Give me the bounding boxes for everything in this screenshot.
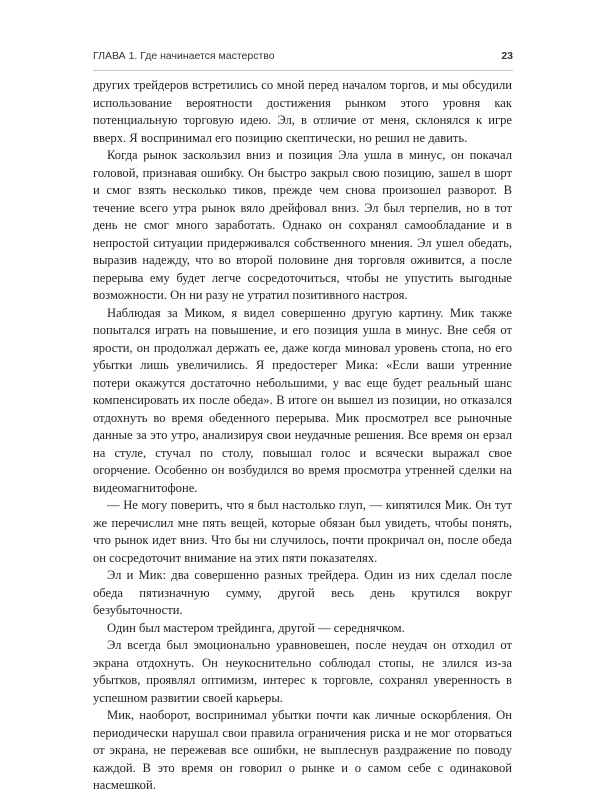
paragraph: Один был мастером трейдинга, другой — середнячком.: [107, 620, 405, 635]
paragraph: Когда рынок заскользил вниз и позиция Эла ушла в минус, он покачал головой, признавая ошибку. Он быстро закрыл свою позицию, зашел в шорт и смог взять несколько тиков, прежде чем снова произошел разворот. В течение всего утра рынок вяло дрейфовал вниз. Эл был терпелив, но в тот день не смог много заработать. Однако он сохранял самообладание и в непростой ситуации придерживался собственного мнения. Эл ушел обедать, выразив надежду, что во второй половине дня торговля оживится, а после перерыва ему будет легче сосредоточиться, чтобы не упустить выгодные возможности. Он ни разу не утратил позитивного настроя.: [93, 148, 512, 302]
paragraph: других трейдеров встретились со мной перед началом торгов, и мы обсудили использование вероятности достижения рынком этого уровня как потенциальную торговую идею. Эл, в отличие от меня, склонялся к игре вверх. Я воспринимал его позицию скептически, но решил не давить.: [93, 78, 512, 145]
header-divider: [93, 70, 513, 71]
paragraph: Эл и Мик: два совершенно разных трейдера. Один из них сделал после обеда пятизначную сумму, другой весь день крутился вокруг безубыточности.: [93, 568, 512, 617]
paragraph: Эл всегда был эмоционально уравновешен, после неудач он отходил от экрана отдохнуть. Он неукоснительно соблюдал стопы, не злился из-за убытков, проявлял оптимизм, интерес к торговле, сохранял уверенность в успешном развитии своей карьеры.: [93, 638, 512, 705]
paragraph: — Не могу поверить, что я был настолько глуп, — кипятился Мик. Он тут же перечислил мне пять вещей, которые обязан был увидеть, чтобы понять, что рынок идет вниз. Что бы ни случилось, почти прокричал он, после обеда он сосредоточит внимание на этих пяти показателях.: [93, 498, 512, 565]
paragraph: Мик, наоборот, воспринимал убытки почти как личные оскорбления. Он периодически нарушал свои правила ограничения риска и не мог оторваться от экрана, не пережевав все ошибки, не выплеснув раздражение по поводу каждой. В это время он говорил о рынке и о самом себе с одинаковой насмешкой.: [93, 708, 512, 792]
page-number: 23: [501, 50, 513, 62]
paragraph: Наблюдая за Миком, я видел совершенно другую картину. Мик также попытался играть на повышение, и его позиция ушла в минус. Вне себя от ярости, он продолжал держать ее, даже когда миновал уровень стопа, но его убытки лишь увеличились. Я предостерег Мика: «Если ваши утренние потери окажутся достаточно небольшими, у вас еще будет реальный шанс компенсировать их после обеда». В итоге он вышел из позиции, но отказался отдохнуть во время обеденного перерыва. Мик просмотрел все рыночные данные за это утро, анализируя свои неудачные решения. Все время он ерзал на стуле, стучал по столу, повышал голос и всячески выражал свое огорчение. Особенно он возбудился во время просмотра утренней сделки на видеомагнитофоне.: [93, 305, 512, 495]
body-text: [93, 77, 512, 795]
running-header: [93, 50, 513, 66]
chapter-title: ГЛАВА 1. Где начинается мастерство: [93, 50, 275, 62]
